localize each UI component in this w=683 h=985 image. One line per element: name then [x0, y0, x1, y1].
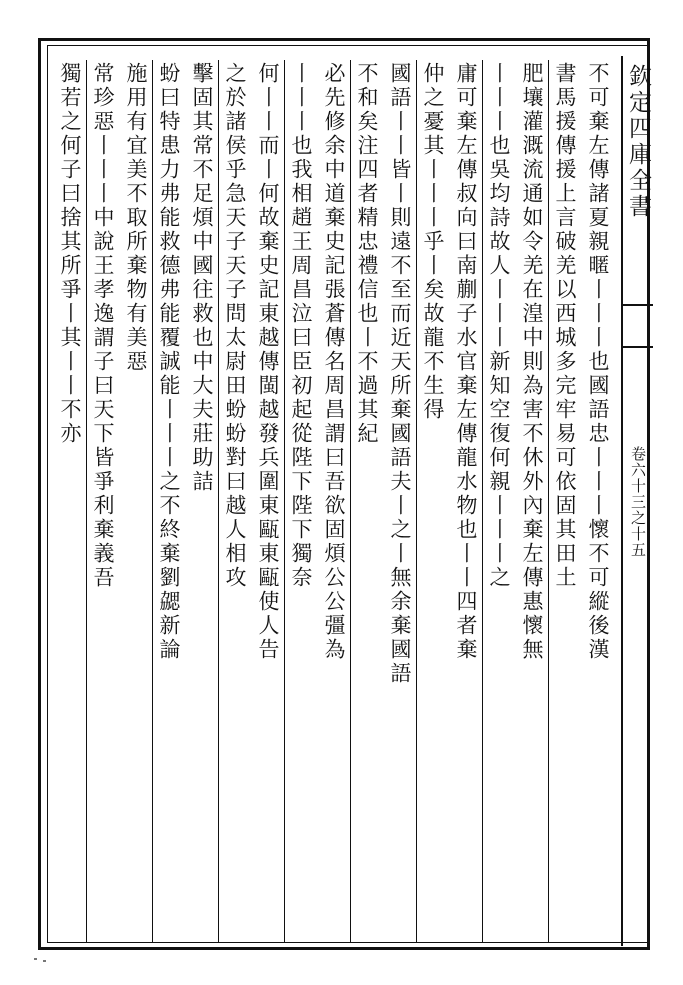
- banner-title: 欽定四庫全書: [625, 64, 651, 220]
- text-column: 施用有宜美不取所棄物有美惡: [124, 62, 148, 374]
- column-rule: [548, 60, 549, 942]
- text-column: 常珍惡丨丨丨中說王孝逸謂子曰天下皆爭利棄義吾: [91, 62, 115, 590]
- scan-speck: [34, 958, 37, 960]
- text-column: 丨丨丨也我相趙王周昌泣曰臣初起從陛下陛下獨奈: [289, 62, 313, 590]
- text-column: 書馬援傳援上言破羌以西城多完牢易可依固其田土: [553, 62, 577, 590]
- text-column: 必先修余中道棄史記張蒼傳名周昌謂曰吾欲固煩公公彊為: [322, 62, 346, 662]
- text-column: 蚡曰特患力弗能救德弗能覆誠能丨丨丨之不終棄劉勰新論: [157, 62, 181, 662]
- column-rule: [86, 60, 87, 942]
- text-column: 肥壤灌溉流通如令羌在湟中則為害不休外內棄左傳惠懷無: [520, 62, 544, 662]
- text-column: 擊固其常不足煩中國往救也中大夫莊助詰: [190, 62, 214, 494]
- text-column: 何丨丨而丨何故棄史記東越傳閩越發兵圍東甌東甌使人告: [256, 62, 280, 662]
- banner-rule: [623, 304, 653, 306]
- column-rule: [284, 60, 285, 942]
- column-rule: [350, 60, 351, 942]
- banner-rule: [623, 346, 653, 348]
- column-rule: [152, 60, 153, 942]
- text-column: 國語丨丨皆丨則遠不至而近天所棄國語夫丨之丨無余棄國語: [388, 62, 412, 686]
- column-rule: [416, 60, 417, 942]
- side-banner: [621, 56, 653, 946]
- text-column: 丨丨丨也吳均詩故人丨丨丨新知空復何親丨丨丨之: [487, 62, 511, 590]
- text-column: 不可棄左傳諸夏親暱丨丨丨也國語忠丨丨丨懷不可縱後漢: [586, 62, 610, 662]
- text-column: 仲之憂其丨丨丨乎丨矣故龍不生得: [421, 62, 445, 422]
- column-rule: [482, 60, 483, 942]
- text-column: 庸可棄左傳叔向曰南蒯子水官棄左傳龍水物也丨丨四者棄: [454, 62, 478, 662]
- text-column: 之於諸侯乎急天子天子問太尉田蚡蚡對曰越人相攻: [223, 62, 247, 590]
- text-column: 獨若之何子曰捨其所爭丨其丨丨不亦: [58, 62, 82, 446]
- banner-volume: 卷六十三之十五: [629, 446, 647, 558]
- scan-speck: [43, 960, 46, 962]
- column-rule: [218, 60, 219, 942]
- text-column: 不和矣注四者精忠禮信也丨不過其紀: [355, 62, 379, 446]
